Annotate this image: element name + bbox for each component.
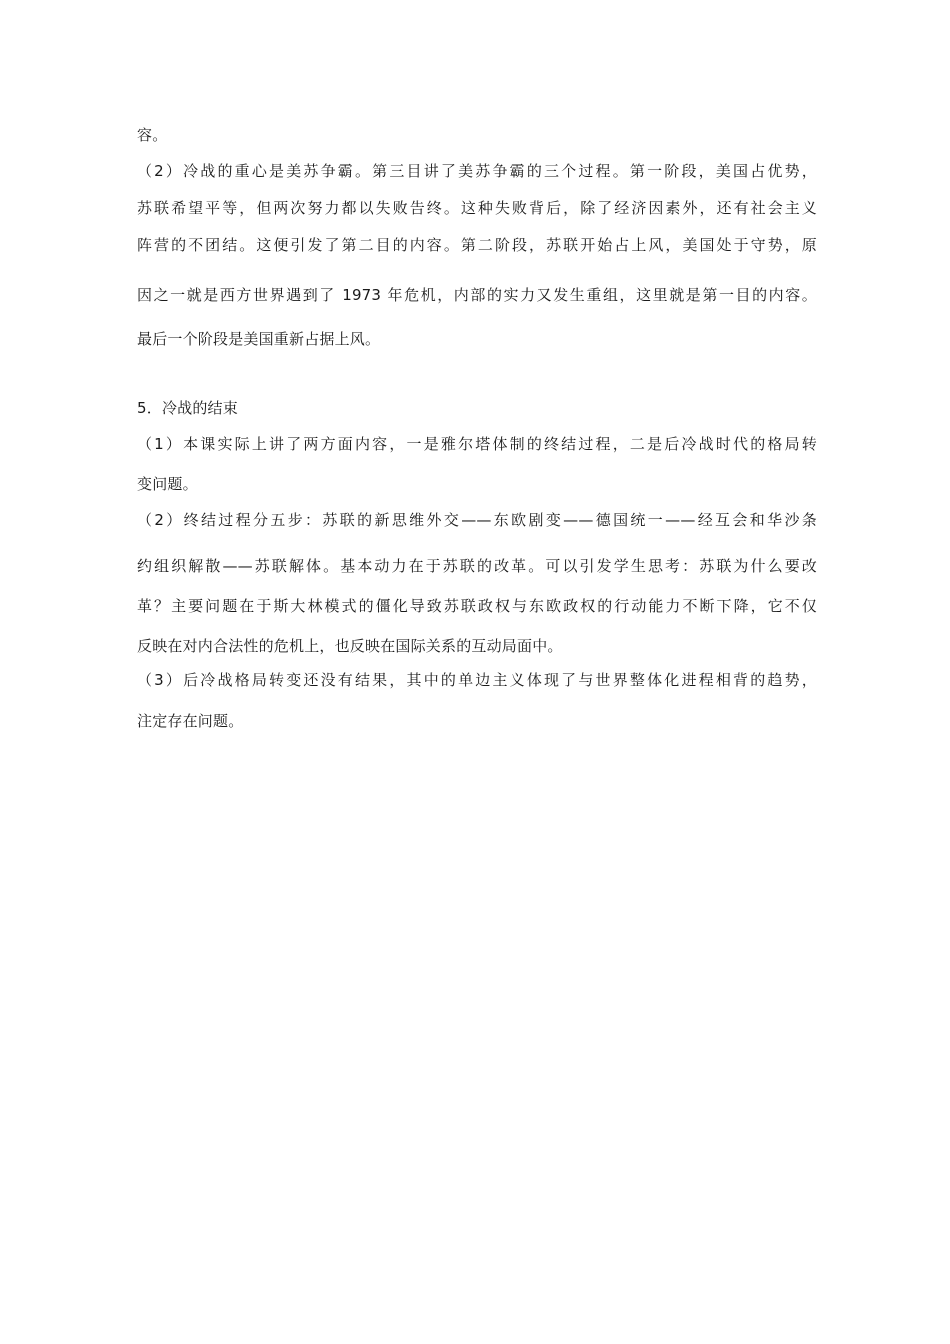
- paragraph-line: 注定存在问题。: [137, 712, 244, 730]
- paragraph-line: （3）后冷战格局转变还没有结果，其中的单边主义体现了与世界整体化进程相背的趋势，: [137, 671, 817, 689]
- paragraph-line: （2）终结过程分五步：苏联的新思维外交——东欧剧变——德国统一——经互会和华沙条: [137, 511, 817, 529]
- section-heading: 5．冷战的结束: [137, 399, 238, 417]
- paragraph-line: （1）本课实际上讲了两方面内容，一是雅尔塔体制的终结过程，二是后冷战时代的格局转: [137, 435, 817, 453]
- paragraph-line: 革？主要问题在于斯大林模式的僵化导致苏联政权与东欧政权的行动能力不断下降，它不仅: [137, 597, 817, 615]
- paragraph-line: 最后一个阶段是美国重新占据上风。: [137, 330, 381, 348]
- paragraph-line: 苏联希望平等，但两次努力都以失败告终。这种失败背后，除了经济因素外，还有社会主义: [137, 199, 817, 217]
- paragraph-line: 阵营的不团结。这便引发了第二目的内容。第二阶段，苏联开始占上风，美国处于守势，原: [137, 236, 817, 254]
- paragraph-line: 变问题。: [137, 475, 198, 493]
- paragraph-line: 因之一就是西方世界遇到了 1973 年危机，内部的实力又发生重组，这里就是第一目的内容。: [137, 286, 817, 304]
- paragraph-line: 反映在对内合法性的危机上，也反映在国际关系的互动局面中。: [137, 637, 563, 655]
- paragraph-line: 约组织解散——苏联解体。基本动力在于苏联的改革。可以引发学生思考：苏联为什么要改: [137, 557, 817, 575]
- paragraph-continuation: 容。: [137, 126, 168, 144]
- paragraph-line: （2）冷战的重心是美苏争霸。第三目讲了美苏争霸的三个过程。第一阶段，美国占优势，: [137, 162, 817, 180]
